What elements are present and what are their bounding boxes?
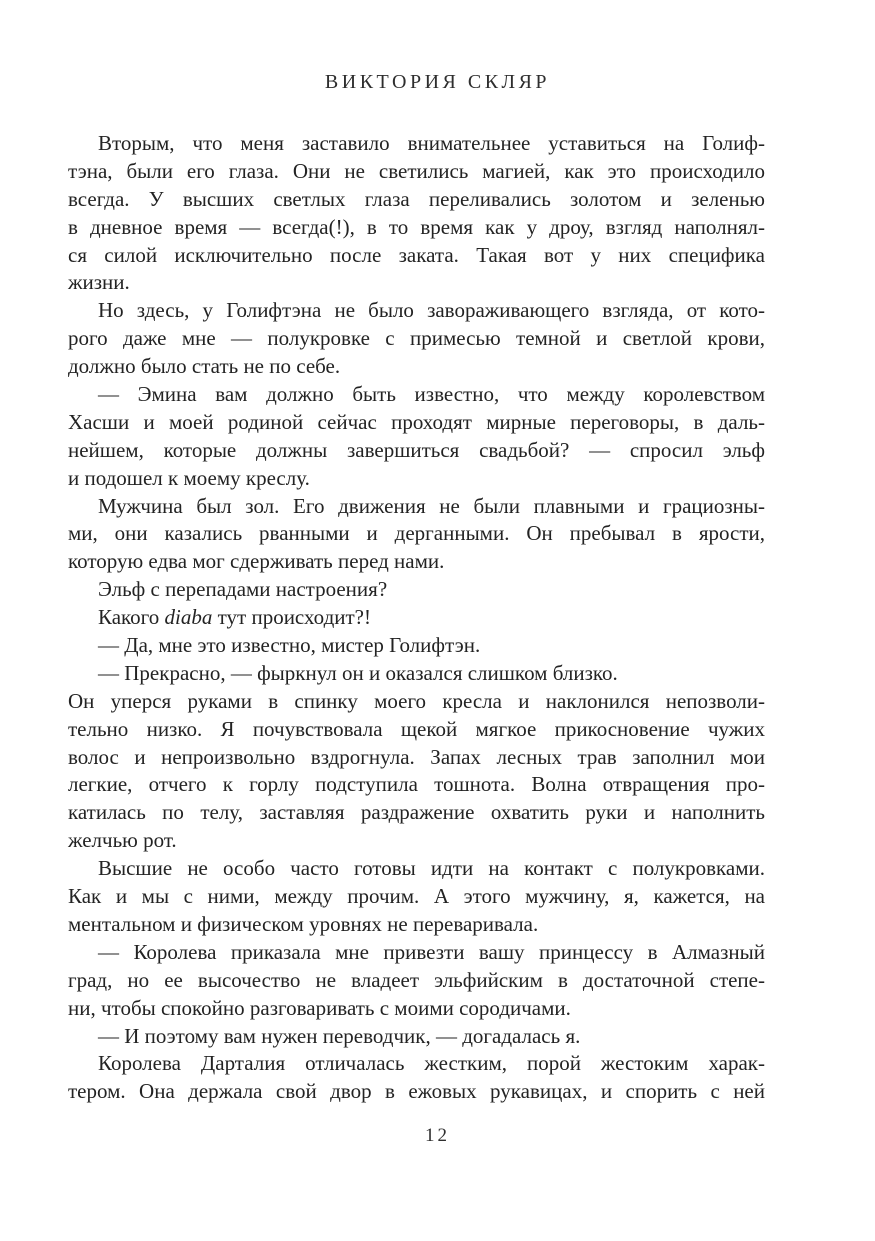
text-line: ми, они казались рванными и дерганными. Он пребывал в ярости, bbox=[68, 521, 765, 546]
text-line: в дневное время — всегда(!), в то время как у дроу, взгляд наполнял- bbox=[68, 214, 765, 239]
text-line: ментальном и физическом уровнях не переваривала. bbox=[68, 911, 539, 936]
paragraph bbox=[68, 297, 765, 381]
text-line: нейшем, которые должны завершиться свадьбой? — спросил эльф bbox=[68, 437, 765, 462]
paragraph bbox=[68, 604, 765, 632]
paragraph bbox=[68, 576, 765, 604]
text-line: рого даже мне — полукровке с примесью темной и светлой крови, bbox=[68, 326, 765, 351]
text-line: град, но ее высочество не владеет эльфийским в достаточной степе- bbox=[68, 967, 765, 992]
running-header: ВИКТОРИЯ СКЛЯР bbox=[324, 71, 551, 93]
text-line: волос и непроизвольно вздрогнула. Запах лесных трав заполнил мои bbox=[68, 744, 765, 769]
paragraph bbox=[68, 1050, 765, 1106]
text-line: катилась по телу, заставляя раздражение охватить руки и наполнить bbox=[68, 800, 765, 825]
paragraph bbox=[68, 130, 765, 297]
body-text bbox=[68, 130, 765, 1106]
text-line: Как и мы с ними, между прочим. А этого мужчину, я, кажется, на bbox=[68, 884, 765, 909]
text-line: ся силой исключительно после заката. Такая вот у них специфика bbox=[68, 242, 765, 267]
text-line: тельно низко. Я почувствовала щекой мягкое прикосновение чужих bbox=[68, 716, 765, 741]
text-line: Эльф с перепадами настроения? bbox=[98, 577, 388, 602]
text-line: Высшие не особо часто готовы идти на контакт с полукровками. bbox=[98, 856, 765, 881]
text-line: должно было стать не по себе. bbox=[68, 354, 341, 379]
text-line: тэна, были его глаза. Они не светились магией, как это происходило bbox=[68, 158, 765, 183]
text-line: — Прекрасно, — фыркнул он и оказался слишком близко. bbox=[98, 660, 618, 685]
paragraph bbox=[68, 1023, 765, 1051]
text-line: Хасши и моей родиной сейчас проходят мирные переговоры, в даль- bbox=[68, 409, 765, 434]
text-line: Он уперся руками в спинку моего кресла и наклонился непозволи- bbox=[68, 688, 765, 713]
italic-word: diaba bbox=[164, 605, 213, 630]
paragraph bbox=[68, 939, 765, 1023]
text-line: жизни. bbox=[68, 270, 130, 295]
text-line: — Королева приказала мне привезти вашу принцессу в Алмазный bbox=[98, 939, 765, 964]
paragraph bbox=[68, 632, 765, 660]
text-line: всегда. У высших светлых глаза переливались золотом и зеленью bbox=[68, 186, 765, 211]
text-line: Мужчина был зол. Его движения не были плавными и грациозны- bbox=[98, 493, 765, 518]
paragraph bbox=[68, 493, 765, 577]
text-line: ни, чтобы спокойно разговаривать с моими сородичами. bbox=[68, 995, 571, 1020]
page-number: 12 bbox=[425, 1125, 450, 1146]
paragraph bbox=[68, 855, 765, 939]
text-line: Какого diaba тут происходит?! bbox=[98, 605, 371, 630]
text-line: Но здесь, у Голифтэна не было завораживающего взгляда, от кото- bbox=[98, 298, 765, 323]
text-line: которую едва мог сдерживать перед нами. bbox=[68, 549, 445, 574]
text-line: — Эмина вам должно быть известно, что между королевством bbox=[98, 382, 765, 407]
paragraph bbox=[68, 660, 765, 855]
text-line: Королева Дарталия отличалась жестким, порой жестоким харак- bbox=[98, 1051, 765, 1076]
paragraph bbox=[68, 381, 765, 493]
text-line: легкие, отчего к горлу подступила тошнота. Волна отвращения про- bbox=[68, 772, 765, 797]
text-line: желчью рот. bbox=[68, 828, 177, 853]
text-line: — И поэтому вам нужен переводчик, — догадалась я. bbox=[98, 1023, 581, 1048]
text-line: Вторым, что меня заставило внимательнее уставиться на Голиф- bbox=[98, 131, 765, 155]
text-line: тером. Она держала свой двор в ежовых рукавицах, и спорить с ней bbox=[68, 1079, 765, 1104]
text-line: — Да, мне это известно, мистер Голифтэн. bbox=[98, 633, 481, 658]
text-line: и подошел к моему креслу. bbox=[68, 465, 310, 490]
